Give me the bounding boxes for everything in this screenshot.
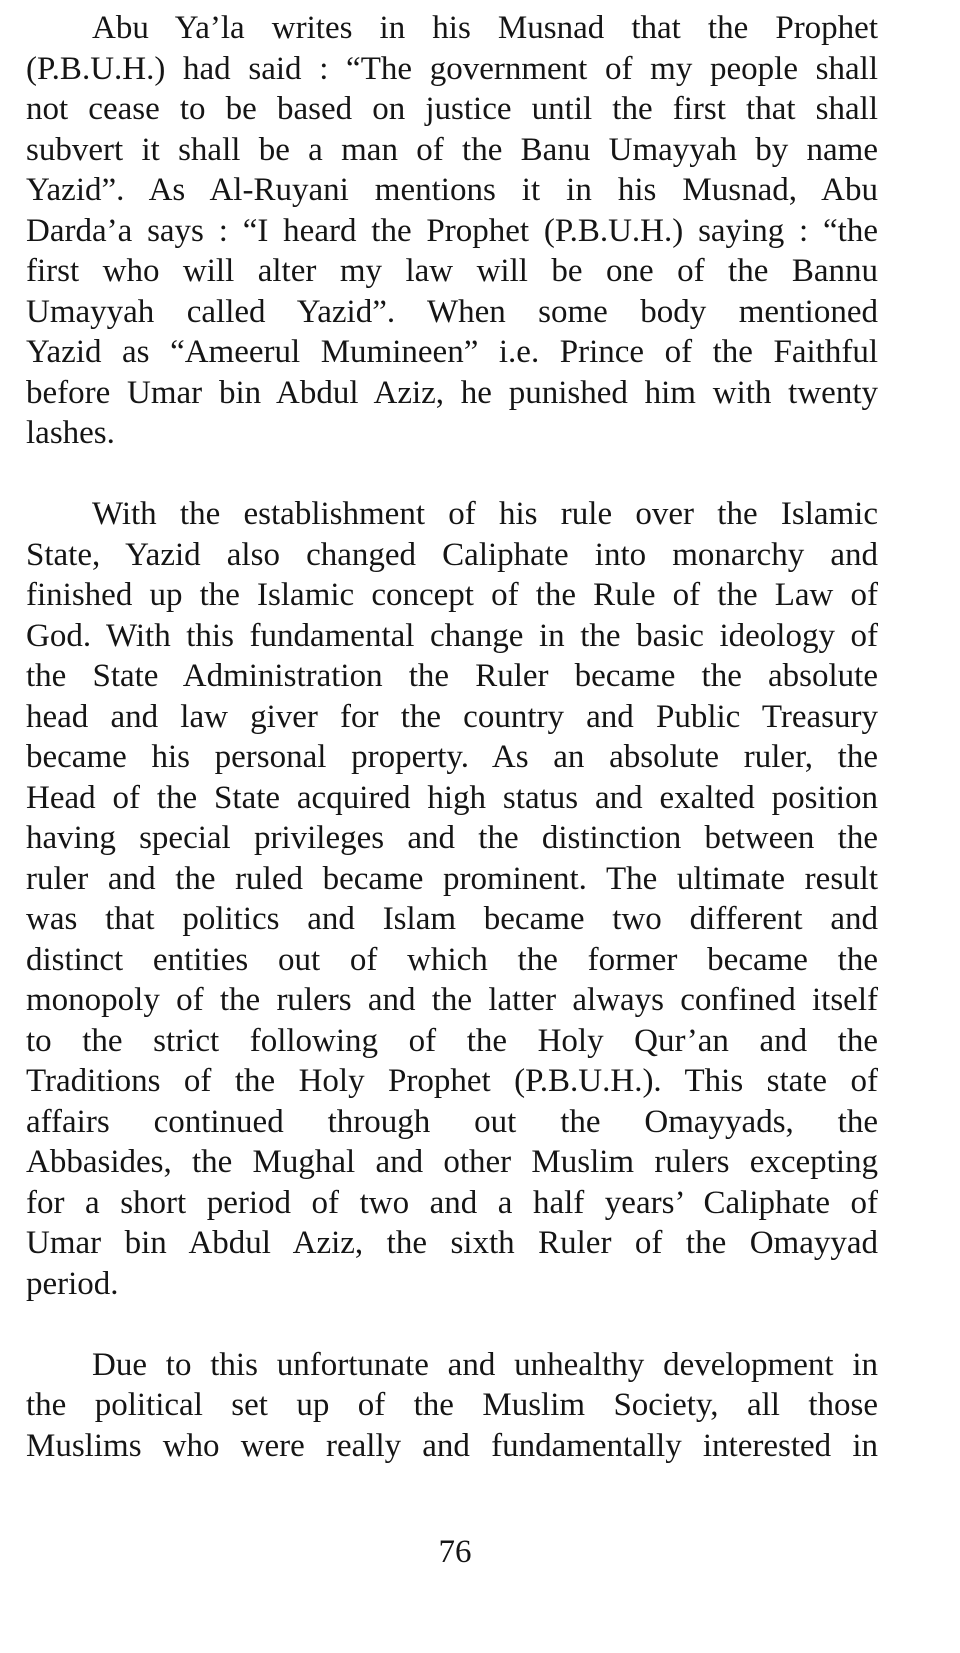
text-line: monopoly of the rulers and the latter always confined itself xyxy=(26,982,878,1018)
text-line: before Umar bin Abdul Aziz, he punished him with twenty xyxy=(26,374,878,411)
text-line: With the establishment of his rule over the Islamic xyxy=(92,496,878,532)
text-line: Abbasides, the Mughal and other Muslim rulers excepting xyxy=(26,1144,878,1180)
text-line: State, Yazid also changed Caliphate into monarchy and xyxy=(26,536,878,573)
text-line: not cease to be based on justice until the first that shall xyxy=(26,91,878,127)
text-line: (P.B.U.H.) had said : “The government of my people shall xyxy=(26,50,878,87)
text-line: became his personal property. As an absolute ruler, the xyxy=(26,739,878,775)
text-line: Darda’a says : “I heard the Prophet (P.B.U.H.) saying : “the xyxy=(26,212,878,249)
text-line: the State Administration the Ruler became the absolute xyxy=(26,658,878,694)
page-body xyxy=(26,8,878,1466)
text-line: affairs continued through out the Omayyads, the xyxy=(26,1103,878,1140)
text-line: finished up the Islamic concept of the Rule of the Law of xyxy=(26,577,878,613)
text-line: to the strict following of the Holy Qur’an and the xyxy=(26,1022,878,1059)
text-line: ruler and the ruled became prominent. The ultimate result xyxy=(26,860,878,897)
text-line: first who will alter my law will be one of the Bannu xyxy=(26,253,878,289)
text-line: Yazid as “Ameerul Mumineen” i.e. Prince of the Faithful xyxy=(26,334,878,370)
paragraph-1 xyxy=(26,8,878,454)
page-number: 76 xyxy=(438,1534,472,1570)
paragraph-gap xyxy=(26,454,878,495)
paragraph-2 xyxy=(26,494,878,1304)
text-line: Due to this unfortunate and unhealthy development in xyxy=(92,1346,878,1383)
text-line: Traditions of the Holy Prophet (P.B.U.H.). This state of xyxy=(26,1063,878,1099)
paragraph-gap xyxy=(26,1304,878,1345)
text-line: distinct entities out of which the former became the xyxy=(26,941,878,978)
text-line: head and law giver for the country and Public Treasury xyxy=(26,698,878,735)
text-line: subvert it shall be a man of the Banu Umayyah by name xyxy=(26,131,878,168)
text-line: Head of the State acquired high status and exalted position xyxy=(26,779,878,816)
text-line: for a short period of two and a half years’ Caliphate of xyxy=(26,1184,878,1221)
text-line: God. With this fundamental change in the basic ideology of xyxy=(26,617,878,654)
text-line: period. xyxy=(26,1265,119,1302)
paragraph-3 xyxy=(26,1345,878,1467)
text-line: having special privileges and the distinction between the xyxy=(26,820,878,856)
text-line: Umar bin Abdul Aziz, the sixth Ruler of the Omayyad xyxy=(26,1225,878,1261)
text-line: Abu Ya’la writes in his Musnad that the Prophet xyxy=(92,10,878,46)
text-line: Umayyah called Yazid”. When some body mentioned xyxy=(26,293,878,330)
text-line: Yazid”. As Al-Ruyani mentions it in his Musnad, Abu xyxy=(26,172,878,208)
text-line: Muslims who were really and fundamentally interested in xyxy=(26,1427,878,1464)
text-line: was that politics and Islam became two different and xyxy=(26,901,878,937)
text-line: the political set up of the Muslim Society, all those xyxy=(26,1387,878,1423)
text-line: lashes. xyxy=(26,415,115,451)
